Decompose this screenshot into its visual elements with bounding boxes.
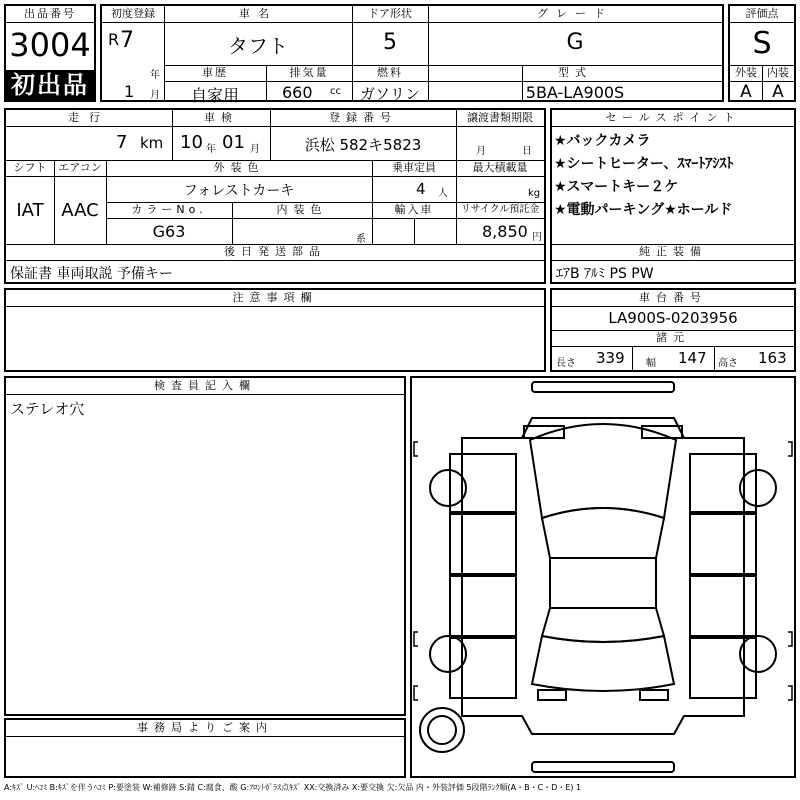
recycle-unit: 円 — [532, 232, 542, 243]
car-name-label: 車名 — [239, 7, 277, 20]
length-value: 339 — [596, 349, 625, 367]
first-listing-badge: 初出品 — [6, 70, 94, 100]
inspection-label: 車検 — [204, 111, 238, 124]
inspector-label: 検査員記入欄 — [154, 379, 256, 392]
shift-label: シフト — [13, 161, 47, 174]
chassis-label: 車台番号 — [639, 291, 707, 304]
import-label: 輸入車 — [394, 203, 434, 216]
usage-label: 車歴 — [202, 66, 228, 79]
later-parts-value: 保証書 車両取説 予備キー — [10, 266, 173, 282]
registration-year: 7 — [120, 28, 134, 53]
aircon-label: エアコン — [58, 161, 102, 174]
office-label: 事務局よりご案内 — [137, 721, 273, 734]
sales-point-1: ★バックカメラ — [554, 133, 651, 149]
chassis-value: LA900S-0203956 — [608, 309, 738, 327]
spec-box — [100, 4, 724, 105]
registration-month: 1 — [124, 82, 135, 101]
inspection-month: 01 — [222, 132, 245, 153]
doors-value: 5 — [383, 30, 397, 55]
car-outline-icon — [412, 378, 794, 776]
notes-label: 注意事項欄 — [232, 291, 318, 304]
recycle-label: リサイクル預託金 — [460, 204, 540, 215]
transfer-day-unit: 日 — [522, 146, 532, 157]
plate-value: 浜松 582キ5823 — [304, 136, 422, 154]
equipment-label: 純正装備 — [639, 245, 707, 258]
exterior-color-label: 外装色 — [213, 161, 265, 174]
sales-point-3: ★スマートキー２ケ — [554, 179, 679, 195]
registration-era: R — [108, 30, 120, 49]
car-name-value: タフト — [228, 34, 288, 58]
max-load-label: 最大積載量 — [472, 161, 528, 174]
transfer-label: 譲渡書類期限 — [467, 111, 533, 124]
later-parts-label: 後日発送部品 — [224, 245, 326, 258]
registration-year-unit: 年 — [150, 70, 160, 81]
lot-box — [4, 4, 96, 102]
registration-label: 初度登録 — [111, 7, 155, 20]
interior-color-unit: 系 — [356, 234, 366, 245]
displacement-label: 排気量 — [289, 66, 329, 79]
fuel-value: ガソリン — [359, 85, 420, 103]
chassis-box — [550, 288, 796, 372]
score-value: S — [752, 26, 772, 61]
displacement-unit: cc — [330, 86, 341, 97]
usage-value: 自家用 — [190, 86, 239, 105]
height-value: 163 — [758, 349, 787, 367]
height-label: 高さ — [718, 358, 738, 369]
transfer-month-unit: 月 — [476, 146, 486, 157]
equipment-value: ｴｱB ｱﾙﾐ PS PW — [556, 266, 654, 282]
sales-points-label: セールスポイント — [605, 111, 741, 124]
max-load-unit: kg — [528, 188, 541, 199]
score-label: 評価点 — [745, 7, 779, 20]
doors-label: ドア形状 — [368, 7, 412, 20]
lot-number: 3004 — [9, 26, 91, 64]
details-box — [4, 108, 546, 284]
exterior-color-value: フォレストカーキ — [183, 183, 295, 199]
inspection-month-unit: 月 — [250, 144, 260, 155]
car-damage-diagram — [410, 376, 796, 778]
mileage-label: 走行 — [68, 111, 110, 124]
capacity-label: 乗車定員 — [392, 161, 436, 174]
damage-legend: A:ｷｽﾞ U:ﾍｺﾐ B:ｷｽﾞを伴うﾍｺﾐ P:要塗装 W:補修跡 S:錆 C:腐食、酸 G:ﾌﾛﾝﾄｶﾞﾗｽ点ｷｽﾞ XX:交換済み X:要交換 欠:欠品 内・外装評価 5段階ﾗﾝｸ順(A・B・C・D・E) 1 — [4, 783, 582, 792]
shift-value: IAT — [16, 200, 44, 221]
grade-value: G — [566, 30, 584, 55]
registration-month-unit: 月 — [150, 90, 160, 101]
inspector-box — [4, 376, 406, 716]
model-label: 型式 — [558, 66, 592, 79]
interior-label: 内装 — [767, 66, 789, 79]
length-label: 長さ — [556, 358, 576, 369]
plate-label: 登録番号 — [329, 111, 397, 124]
exterior-label: 外装 — [735, 66, 757, 79]
recycle-value: 8,850 — [482, 222, 528, 241]
sales-point-2: ★シートヒーター、ｽﾏｰﾄｱｼｽﾄ — [554, 156, 734, 172]
interior-score: A — [772, 82, 784, 102]
color-no-value: G63 — [152, 222, 186, 241]
width-label: 幅 — [646, 358, 656, 369]
inspector-note: ステレオ穴 — [10, 400, 85, 418]
score-box — [728, 4, 796, 102]
office-box — [4, 718, 406, 778]
model-value: 5BA-LA900S — [525, 83, 625, 102]
lot-label: 出品番号 — [24, 7, 76, 20]
inspection-year-unit: 年 — [206, 144, 216, 155]
sales-box — [550, 108, 796, 284]
dimensions-label: 諸元 — [656, 331, 690, 344]
mileage-value: 7 — [116, 132, 128, 153]
aircon-value: AAC — [61, 200, 99, 221]
mileage-unit: km — [140, 134, 164, 152]
displacement-value: 660 — [282, 83, 313, 102]
exterior-score: A — [740, 82, 752, 102]
fuel-label: 燃料 — [377, 66, 403, 79]
interior-color-label: 内装色 — [276, 203, 328, 216]
grade-label: グレード — [537, 7, 613, 20]
notes-box — [4, 288, 546, 372]
color-no-label: カラーNo. — [131, 203, 207, 216]
inspection-year: 10 — [180, 132, 203, 153]
width-value: 147 — [678, 349, 707, 367]
capacity-unit: 人 — [438, 188, 448, 199]
sales-point-4: ★電動パーキング★ホールド — [554, 202, 733, 218]
capacity-value: 4 — [416, 180, 426, 198]
